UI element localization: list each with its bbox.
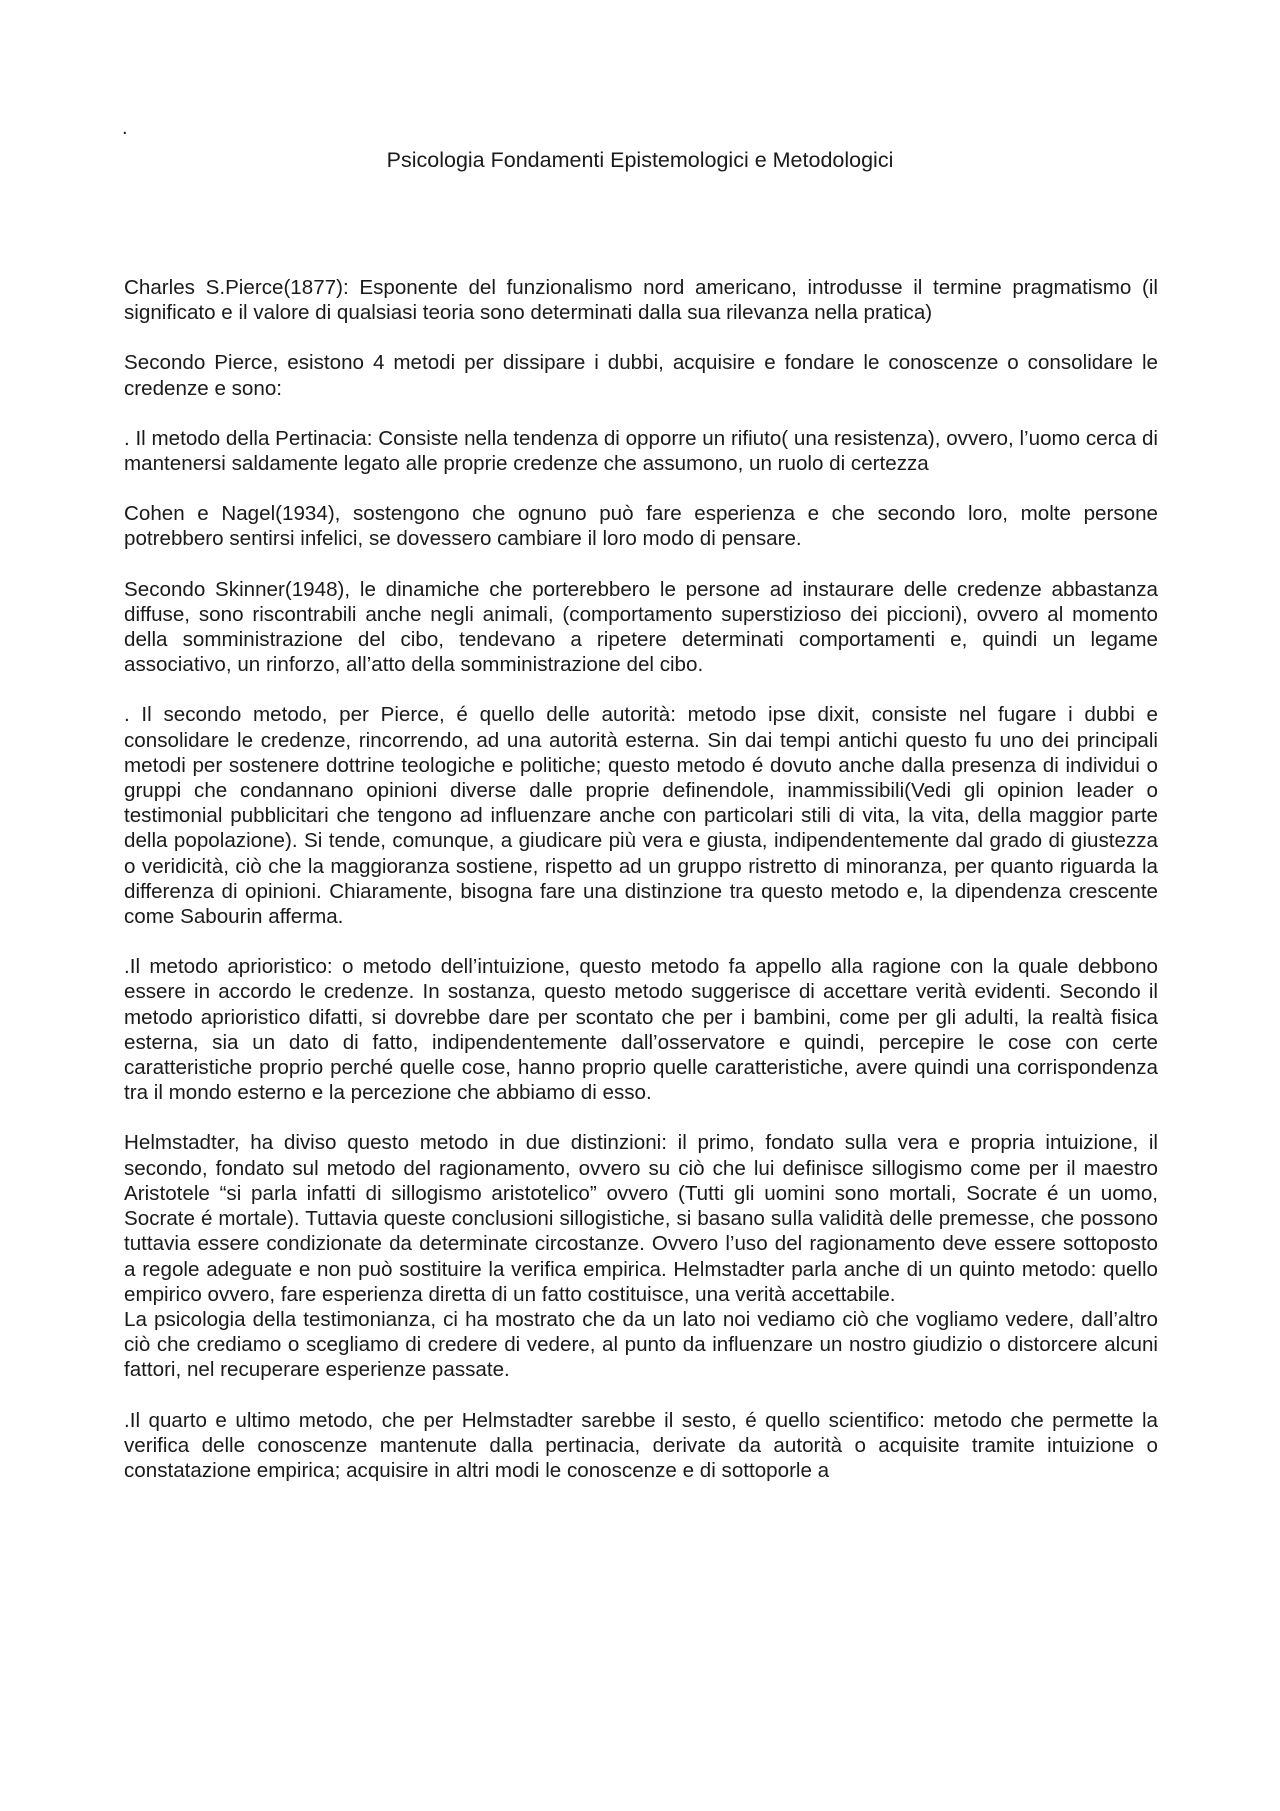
paragraph-cohen-nagel: Cohen e Nagel(1934), sostengono che ognuno può fare esperienza e che secondo loro, molte persone potrebbero sentirsi infelici, se dovessero cambiare il loro modo di pensare. xyxy=(124,502,1158,551)
paragraph-scientifico: .Il quarto e ultimo metodo, che per Helmstadter sarebbe il sesto, é quello scientifico: metodo che permette la verifica delle conoscenze mantenute dalla pertinacia, derivate da autorità o acquisite tramite intuizione o constatazione empirica; acquisire in altri modi le conoscenze e di sottoporle a xyxy=(124,1408,1158,1482)
leading-mark: . xyxy=(122,117,128,139)
paragraph-four-methods: Secondo Pierce, esistono 4 metodi per dissipare i dubbi, acquisire e fondare le conoscenze o consolidare le credenze e sono: xyxy=(124,351,1158,400)
paragraph-pierce-intro: Charles S.Pierce(1877): Esponente del funzionalismo nord americano, introdusse il termine pragmatismo (il significato e il valore di qualsiasi teoria sono determinati dalla sua rilevanza nella pratica) xyxy=(124,276,1158,325)
document-body xyxy=(124,275,1158,1508)
paragraph-pertinacia: . Il metodo della Pertinacia: Consiste nella tendenza di opporre un rifiuto( una resistenza), ovvero, l’uomo cerca di mantenersi saldamente legato alle proprie credenze che assumono, un ruolo di certezza xyxy=(124,426,1158,476)
paragraph-helmstadter: Helmstadter, ha diviso questo metodo in due distinzioni: il primo, fondato sulla vera e propria intuizione, il secondo, fondato sul metodo del ragionamento, ovvero su ciò che lui definisce sillogismo come per il maestro Aristotele “si parla infatti di sillogismo aristotelico” ovvero (Tutti gli uomini sono mortali, Socrate é un uomo, Socrate é mortale). Tuttavia queste conclusioni sillogistiche, si basano sulla validità delle premesse, che possono tuttavia essere condizionate da determinate circostanze. Ovvero l’uso del ragionamento deve essere sottoposto a regole adeguate e non può sostituire la verifica empirica. Helmstadter parla anche di un quinto metodo: quello empirico ovvero, fare esperienza diretta di un fatto costituisce, una verità accettabile. xyxy=(124,1131,1158,1306)
paragraph-aprioristico: .Il metodo aprioristico: o metodo dell’intuizione, questo metodo fa appello alla ragione con la quale debbono essere in accordo le credenze. In sostanza, questo metodo suggerisce di accettare verità evidenti. Secondo il metodo aprioristico difatti, si dovrebbe dare per scontato che per i bambini, come per gli adulti, la realtà fisica esterna, sia un dato di fatto, indipendentemente dall’osservatore e quindi, percepire le cose con certe caratteristiche proprio perché quelle cose, hanno proprio quelle caratteristiche, avere quindi una corrispondenza tra il mondo esterno e la percezione che abbiamo di esso. xyxy=(124,955,1158,1105)
paragraph-autorita: . Il secondo metodo, per Pierce, é quello delle autorità: metodo ipse dixit, consiste nel fugare i dubbi e consolidare le credenze, rincorrendo, ad una autorità esterna. Sin dai tempi antichi questo fu uno dei principali metodi per sostenere dottrine teologiche e politiche; questo metodo é dovuto anche dalla presenza di individui o gruppi che condannano opinioni diverse dalle proprie definendole, inammissibili(Vedi gli opinion leader o testimonial pubblicitari che tengono ad influenzare anche con particolari stili di vita, la vita, della maggior parte della popolazione). Si tende, comunque, a giudicare più vera e giusta, indipendentemente dal grado di giustezza o veridicità, ciò che la maggioranza sostiene, rispetto ad un gruppo ristretto di minoranza, per quanto riguarda la differenza di opinioni. Chiaramente, bisogna fare una distinzione tra questo metodo e, la dipendenza crescente come Sabourin afferma. xyxy=(124,703,1158,929)
page-title: Psicologia Fondamenti Epistemologici e Metodologici xyxy=(386,148,894,172)
paragraph-skinner: Secondo Skinner(1948), le dinamiche che porterebbero le persone ad instaurare delle credenze abbastanza diffuse, sono riscontrabili anche negli animali, (comportamento superstizioso dei piccioni), ovvero al momento della somministrazione del cibo, tendevano a ripetere determinati comportamenti e, quindi un legame associativo, un rinforzo, all’atto della somministrazione del cibo. xyxy=(124,577,1158,677)
paragraph-testimonianza: La psicologia della testimonianza, ci ha mostrato che da un lato noi vediamo ciò che vogliamo vedere, dall’altro ciò che crediamo o scegliamo di credere di vedere, al punto da influenzare un nostro giudizio o distorcere alcuni fattori, nel recuperare esperienze passate. xyxy=(124,1307,1158,1382)
